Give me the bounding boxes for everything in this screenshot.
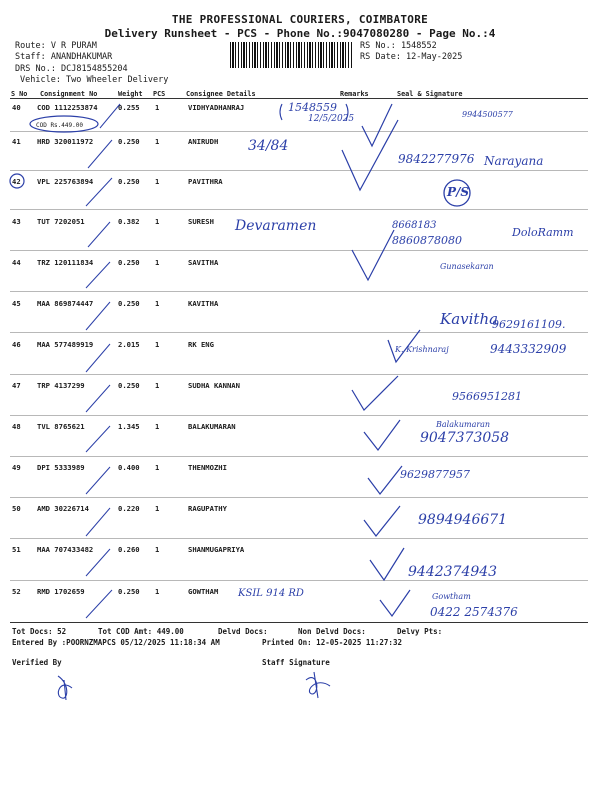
row-weight: 0.250 [118, 258, 140, 267]
row-consignment: TRZ 120111834 [37, 258, 94, 267]
delivery-points: Delvy Pts: [397, 627, 443, 636]
hw-phone: 9442374943 [408, 564, 498, 580]
row-consignee: GOWTHAM [188, 587, 219, 596]
row-consignee: RK ENG [188, 340, 214, 349]
tick-mark [86, 262, 110, 288]
row-consignee: PAVITHRA [188, 177, 223, 186]
row-pcs: 1 [155, 381, 160, 390]
row-weight: 0.400 [118, 463, 140, 472]
row-consignment: MAA 707433482 [37, 545, 94, 554]
row-pcs: 1 [155, 504, 160, 513]
col-seal-signature: Seal & Signature [397, 90, 463, 98]
tick-mark [88, 222, 110, 247]
ps-circle [444, 180, 470, 206]
row-consignment: COD 1112253874 [37, 103, 98, 112]
hw-stamp: P/S [447, 185, 470, 199]
row-consignee: RAGUPATHY [188, 504, 227, 513]
row-consignment: RMD 1702659 [37, 587, 85, 596]
check-mark [342, 120, 398, 190]
row-consignment: DPI 5333989 [37, 463, 85, 472]
row-sno: 48 [12, 422, 21, 431]
row-consignee: SUDHA KANNAN [188, 381, 240, 390]
row-consignment: MAA 577489919 [37, 340, 94, 349]
row-sno: 51 [12, 545, 21, 554]
check-mark [352, 230, 394, 280]
row-weight: 0.382 [118, 217, 140, 226]
hw-name: Balakumaran [436, 420, 491, 429]
check-mark [370, 548, 404, 580]
hw-rs-number: 1548559 [288, 101, 337, 114]
row-consignee: SAVITHA [188, 258, 219, 267]
runsheet-subtitle: Delivery Runsheet - PCS - Phone No.:9047080280 - Page No.:4 [104, 27, 496, 40]
tick-mark [88, 140, 112, 168]
hw-phone: 9047373058 [420, 430, 510, 446]
entered-by: Entered By :POORNZMAPCS 05/12/2025 11:18:34 AM [12, 638, 220, 647]
row-sno: 47 [12, 381, 21, 390]
row-sno: 40 [12, 103, 21, 112]
tick-mark [86, 590, 112, 618]
row-consignee: BALAKUMARAN [188, 422, 236, 431]
verified-by-label: Verified By [12, 658, 62, 667]
row-weight: 0.255 [118, 103, 140, 112]
hw-name: Devaramen [235, 218, 317, 234]
hw-phone: 8668183 [392, 220, 437, 231]
row-sno: 50 [12, 504, 21, 513]
row-pcs: 1 [155, 217, 160, 226]
row-pcs: 1 [155, 103, 160, 112]
route-label: Route: V R PURAM [15, 41, 97, 51]
hw-name: Kavitha [440, 310, 499, 328]
row-weight: 0.220 [118, 504, 140, 513]
row-consignment: MAA 869874447 [37, 299, 94, 308]
row-sno: 52 [12, 587, 21, 596]
drs-number: DRS No.: DCJ8154855204 [15, 64, 128, 74]
row-consignee: VIDHYADHANRAJ [188, 103, 245, 112]
cod-circle [30, 116, 98, 132]
row-consignment: TVL 8765621 [37, 422, 85, 431]
hw-phone: 8860878080 [392, 234, 462, 247]
hw-address-note: KSIL 914 RD [238, 588, 304, 599]
row-pcs: 1 [155, 422, 160, 431]
verified-signature [58, 676, 72, 700]
hw-phone: 0422 2574376 [430, 605, 518, 619]
row-pcs: 1 [155, 587, 160, 596]
row-consignee: SHANMUGAPRIYA [188, 545, 245, 554]
staff-signature-mark [306, 672, 330, 698]
row-weight: 1.345 [118, 422, 140, 431]
hw-note: 34/84 [248, 138, 289, 154]
row-weight: 0.260 [118, 545, 140, 554]
staff-label: Staff: ANANDHAKUMAR [15, 52, 113, 62]
check-mark [364, 420, 400, 450]
row-pcs: 1 [155, 177, 160, 186]
hw-phone: 9842277976 [398, 152, 475, 166]
hw-phone: 9629161109. [492, 318, 566, 331]
row-consignee: SURESH [188, 217, 214, 226]
delivered-docs: Delvd Docs: [218, 627, 268, 636]
tick-mark [86, 467, 110, 494]
hw-name: K. Krishnaraj [395, 345, 449, 354]
col-consignment: Consignment No [40, 90, 98, 98]
hw-phone: 9944500577 [462, 110, 513, 119]
total-docs: Tot Docs: 52 [12, 627, 67, 636]
tick-mark [86, 508, 110, 536]
row-weight: 0.250 [118, 299, 140, 308]
row-consignee: KAVITHA [188, 299, 219, 308]
row-sno: 49 [12, 463, 21, 472]
row-weight: 0.250 [118, 177, 140, 186]
row-consignment: TUT 7202051 [37, 217, 85, 226]
hw-name: DoloRamm [512, 226, 574, 239]
check-mark [368, 466, 402, 494]
row-sno: 45 [12, 299, 21, 308]
row-consignment: TRP 4137299 [37, 381, 85, 390]
hw-name: Gowtham [432, 592, 471, 601]
col-weight: Weight [118, 90, 143, 98]
check-mark [352, 376, 398, 410]
company-title: THE PROFESSIONAL COURIERS, COIMBATORE [171, 13, 429, 26]
vehicle-label: Vehicle: Two Wheeler Delivery [20, 75, 169, 85]
hw-phone: 9566951281 [452, 390, 522, 403]
row-pcs: 1 [155, 258, 160, 267]
row-weight: 0.250 [118, 587, 140, 596]
col-consignee: Consignee Details [186, 90, 256, 98]
tick-mark [86, 302, 110, 330]
row-pcs: 1 [155, 463, 160, 472]
check-mark [388, 330, 420, 362]
row-consignment: VPL 225763894 [37, 177, 94, 186]
staff-signature-label: Staff Signature [262, 658, 330, 667]
col-remarks: Remarks [340, 90, 369, 98]
tick-mark [86, 549, 110, 576]
row-sno: 42 [12, 177, 21, 186]
total-cod-amount: Tot COD Amt: 449.00 [98, 627, 184, 636]
row-weight: 0.250 [118, 137, 140, 146]
tick-mark [100, 104, 120, 128]
row-consignee: ANIRUDH [188, 137, 219, 146]
row-pcs: 1 [155, 545, 160, 554]
tick-mark [86, 426, 110, 452]
row-pcs: 1 [155, 137, 160, 146]
row-sno: 44 [12, 258, 21, 267]
check-mark [380, 590, 410, 616]
hw-phone: 9629877957 [400, 468, 470, 481]
row-pcs: 1 [155, 299, 160, 308]
hw-name: Narayana [484, 154, 544, 168]
tick-mark [86, 178, 112, 206]
row-consignee: THENMOZHI [188, 463, 227, 472]
rs-date: RS Date: 12-May-2025 [360, 52, 463, 62]
hw-date: 12/5/2025 [308, 114, 355, 124]
hw-name: Gunasekaran [440, 262, 494, 271]
non-delivered-docs: Non Delvd Docs: [298, 627, 366, 636]
hw-phone: 9443332909 [490, 342, 567, 356]
col-pcs: PCS [153, 90, 166, 98]
row-sno: 41 [12, 137, 21, 146]
bracket-mark [280, 104, 348, 120]
rs-number: RS No.: 1548552 [360, 41, 437, 51]
row-weight: 2.015 [118, 340, 140, 349]
row-pcs: 1 [155, 340, 160, 349]
printed-on: Printed On: 12-05-2025 11:27:32 [262, 638, 402, 647]
row-consignment: AMD 30226714 [37, 504, 89, 513]
check-mark [364, 506, 400, 536]
col-sno: S No [11, 90, 28, 98]
sno-circle [10, 174, 24, 188]
hw-phone: 9894946671 [418, 512, 508, 528]
row-sno: 43 [12, 217, 21, 226]
tick-mark [86, 344, 110, 372]
tick-mark [86, 385, 110, 412]
row-weight: 0.250 [118, 381, 140, 390]
row-sno: 46 [12, 340, 21, 349]
cod-amount: COD Rs.449.00 [36, 122, 83, 129]
row-consignment: HRD 320011972 [37, 137, 94, 146]
